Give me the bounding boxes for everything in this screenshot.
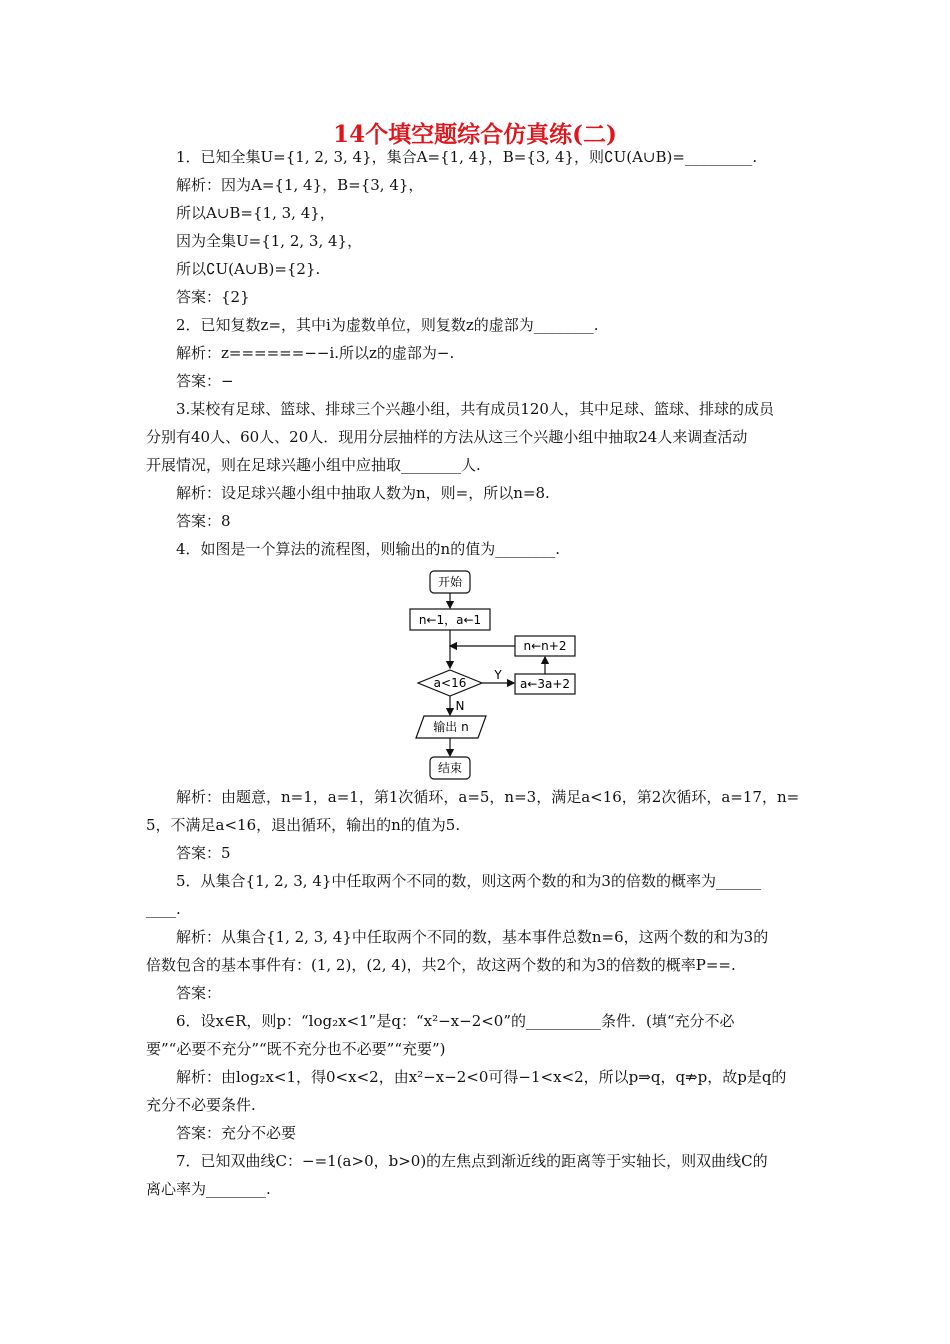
text-line: 分别有40人、60人、20人．现用分层抽样的方法从这三个兴趣小组中抽取24人来调查活动 bbox=[146, 428, 748, 446]
text-line: 因为全集U={1, 2, 3, 4}， bbox=[176, 232, 363, 250]
text-line: 答案：充分不必要 bbox=[176, 1124, 297, 1142]
flow-no-label: N bbox=[455, 699, 465, 713]
text-line: 答案：{2} bbox=[176, 288, 250, 306]
text-line: ____. bbox=[146, 900, 181, 918]
flow-init-label: n←1，a←1 bbox=[418, 613, 482, 627]
flow-end-label: 结束 bbox=[437, 761, 463, 775]
text-line: 解析：设足球兴趣小组中抽取人数为n，则=，所以n=8. bbox=[176, 484, 550, 502]
text-line: 6．设x∈R，则p：“log₂x<1”是q：“x²−x−2<0”的__________条件．(填“充分不必 bbox=[176, 1012, 735, 1030]
text-line: 答案： bbox=[176, 984, 222, 1002]
text-line: 充分不必要条件. bbox=[146, 1096, 256, 1114]
text-line: 答案：5 bbox=[176, 844, 231, 862]
text-line: 所以A∪B={1, 3, 4}， bbox=[176, 204, 335, 222]
text-line: 离心率为________. bbox=[146, 1180, 271, 1198]
flow-update-a-label: a←3a+2 bbox=[519, 677, 571, 691]
text-line: 答案：8 bbox=[176, 512, 231, 530]
text-line: 解析：由log₂x<1，得0<x<2，由x²−x−2<0可得−1<x<2，所以p⇒q，q⇏p，故p是q的 bbox=[176, 1068, 787, 1086]
text-line: 7．已知双曲线C：−=1(a>0，b>0)的左焦点到渐近线的距离等于实轴长，则双曲线C的 bbox=[176, 1152, 768, 1170]
flow-start-label: 开始 bbox=[437, 575, 463, 589]
text-line: 解析：由题意，n=1，a=1，第1次循环，a=5，n=3，满足a<16，第2次循环，a=17，n= bbox=[176, 788, 800, 806]
text-line: 所以∁U(A∪B)={2}. bbox=[176, 260, 321, 278]
text-line: 2．已知复数z=，其中i为虚数单位，则复数z的虚部为________. bbox=[176, 316, 599, 334]
text-line: 开展情况，则在足球兴趣小组中应抽取________人. bbox=[146, 456, 481, 474]
text-line: 解析：从集合{1, 2, 3, 4}中任取两个不同的数，基本事件总数n=6，这两个数的和为3的 bbox=[176, 928, 769, 946]
flowchart bbox=[400, 568, 590, 784]
text-line: 要”“必要不充分”“既不充分也不必要”“充要”) bbox=[146, 1040, 446, 1058]
text-line: 解析：z======−−i.所以z的虚部为−. bbox=[176, 344, 455, 362]
flow-yes-label: Y bbox=[494, 668, 502, 682]
text-line: 5，不满足a<16，退出循环，输出的n的值为5. bbox=[146, 816, 461, 834]
text-line: 3.某校有足球、篮球、排球三个兴趣小组，共有成员120人，其中足球、篮球、排球的成员 bbox=[176, 400, 774, 418]
text-line: 1．已知全集U={1, 2, 3, 4}，集合A={1, 4}，B={3, 4}，则∁U(A∪B)=_________. bbox=[176, 148, 758, 166]
flow-output-label: 输出 n bbox=[433, 720, 469, 734]
text-line: 5．从集合{1, 2, 3, 4}中任取两个不同的数，则这两个数的和为3的倍数的概率为______ bbox=[176, 872, 761, 890]
text-line: 解析：因为A={1, 4}，B={3, 4}， bbox=[176, 176, 424, 194]
flow-condition-label: a<16 bbox=[433, 676, 467, 690]
text-line: 答案：− bbox=[176, 372, 234, 390]
text-line: 倍数包含的基本事件有：(1, 2)，(2, 4)，共2个，故这两个数的和为3的倍数的概率P==. bbox=[146, 956, 736, 974]
flow-update-n-label: n←n+2 bbox=[523, 639, 567, 653]
page-title: 14个填空题综合仿真练(二) bbox=[333, 121, 617, 148]
text-line: 4．如图是一个算法的流程图，则输出的n的值为________. bbox=[176, 540, 560, 558]
